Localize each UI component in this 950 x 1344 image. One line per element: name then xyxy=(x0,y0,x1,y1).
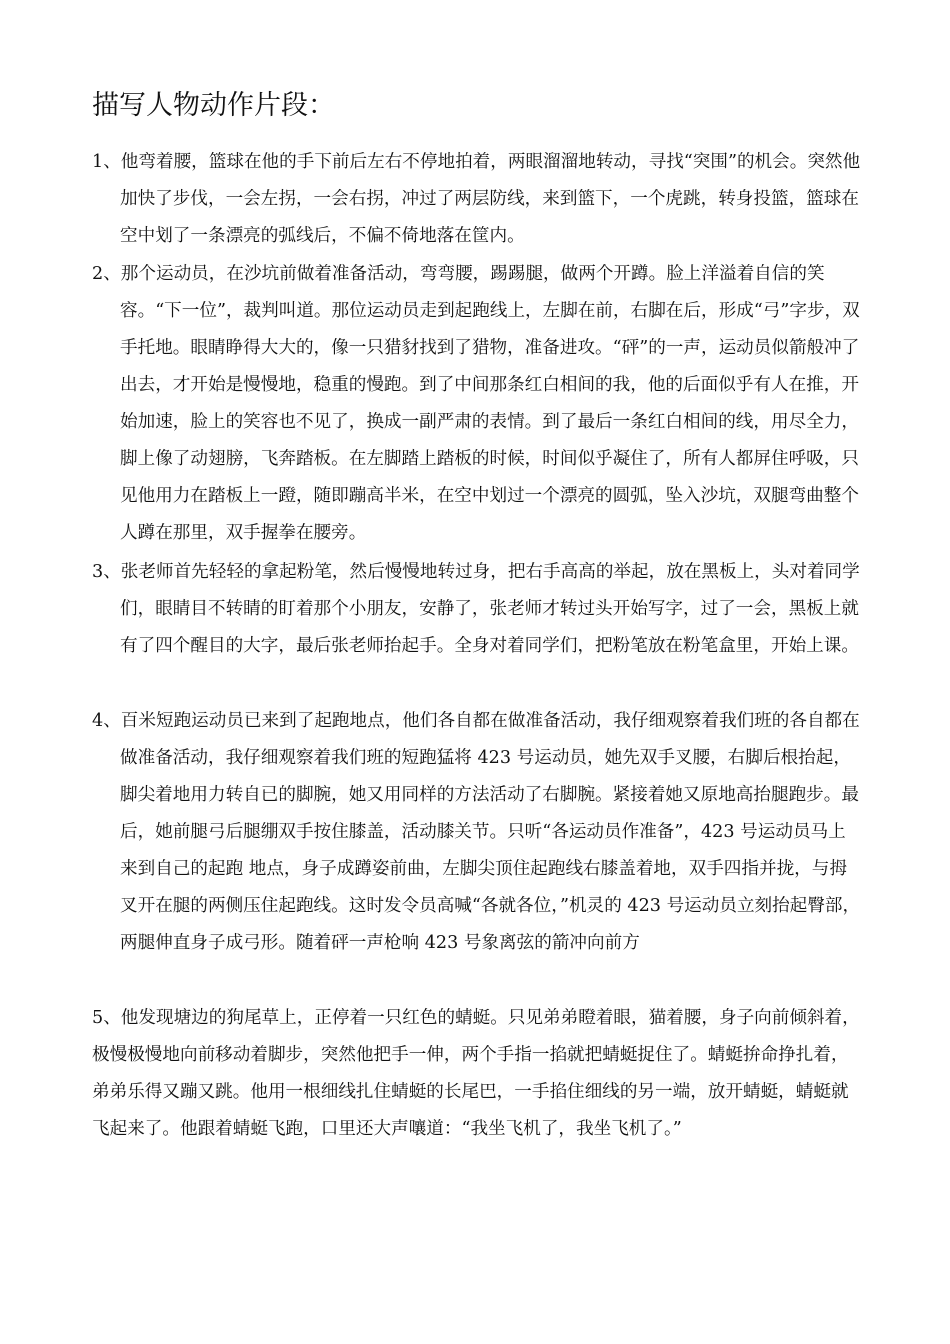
paragraph-4: 4、百米短跑运动员已来到了起跑地点，他们各自都在做准备活动，我仔细观察着我们班的各自都在做准备活动，我仔细观察着我们班的短跑猛将 423 号运动员，她先双手叉腰，右脚后根抬起，脚尖着地用力转自已的脚腕，她又用同样的方法活动了右脚腕。紧接着她又原地高抬腿跑步。最后，她前腿弓后腿绷双手按住膝盖，活动膝关节。只听“各运动员作准备”，423 号运动员马上来到自己的起跑 地点，身子成蹲姿前曲，左脚尖顶住起跑线右膝盖着地，双手四指并拢，与拇叉开在腿的两侧压住起跑线。这时发令员高喊“各就各位，”机灵的 423 号运动员立刻抬起臀部，两腿伸直身子成弓形。随着砰一声枪响 423 号象离弦的箭冲向前方 xyxy=(92,711,861,953)
paragraph-1: 1、他弯着腰，篮球在他的手下前后左右不停地拍着，两眼溜溜地转动，寻找“突围”的机会。突然他加快了步伐，一会左拐，一会右拐，冲过了两层防线，来到篮下，一个虎跳，转身投篮，篮球在空中划了一条漂亮的弧线后，不偏不倚地落在筐内。 xyxy=(92,152,861,246)
paragraph-3: 3、张老师首先轻轻的拿起粉笔，然后慢慢地转过身，把右手高高的举起，放在黑板上，头对着同学们，眼睛目不转睛的盯着那个小朋友，安静了，张老师才转过头开始写字，过了一会，黑板上就有了四个醒目的大字，最后张老师抬起手。全身对着同学们，把粉笔放在粉笔盒里，开始上课。 xyxy=(92,562,860,656)
paragraph-5: 5、他发现塘边的狗尾草上，正停着一只红色的蜻蜓。只见弟弟瞪着眼，猫着腰，身子向前倾斜着，极慢极慢地向前移动着脚步，突然他把手一伸，两个手指一掐就把蜻蜓捉住了。蜻蜓拚命挣扎着，弟弟乐得又蹦又跳。他用一根细线扎住蜻蜓的长尾巴，一手掐住细线的另一端，放开蜻蜓，蜻蜓就飞起来了。他跟着蜻蜓飞跑，口里还大声嚷道：“我坐飞机了，我坐飞机了。” xyxy=(92,1008,860,1139)
document-title: 描写人物动作片段： xyxy=(92,90,335,121)
paragraph-2: 2、那个运动员，在沙坑前做着准备活动，弯弯腰，踢踢腿，做两个开蹲。脸上洋溢着自信的笑容。“下一位”，裁判叫道。那位运动员走到起跑线上，左脚在前，右脚在后，形成“弓”字步，双手托地。眼睛睁得大大的，像一只猎豺找到了猎物，准备进攻。“砰”的一声，运动员似箭般冲了出去，才开始是慢慢地，稳重的慢跑。到了中间那条红白相间的我，他的后面似乎有人在推，开始加速，脸上的笑容也不见了，换成一副严肃的表情。到了最后一条红白相间的线，用尽全力，脚上像了动翅膀，飞奔踏板。在左脚踏上踏板的时候，时间似乎凝住了，所有人都屏住呼吸，只见他用力在踏板上一蹬，随即蹦高半米，在空中划过一个漂亮的圆弧，坠入沙坑，双腿弯曲整个人蹲在那里，双手握拳在腰旁。 xyxy=(92,264,860,543)
